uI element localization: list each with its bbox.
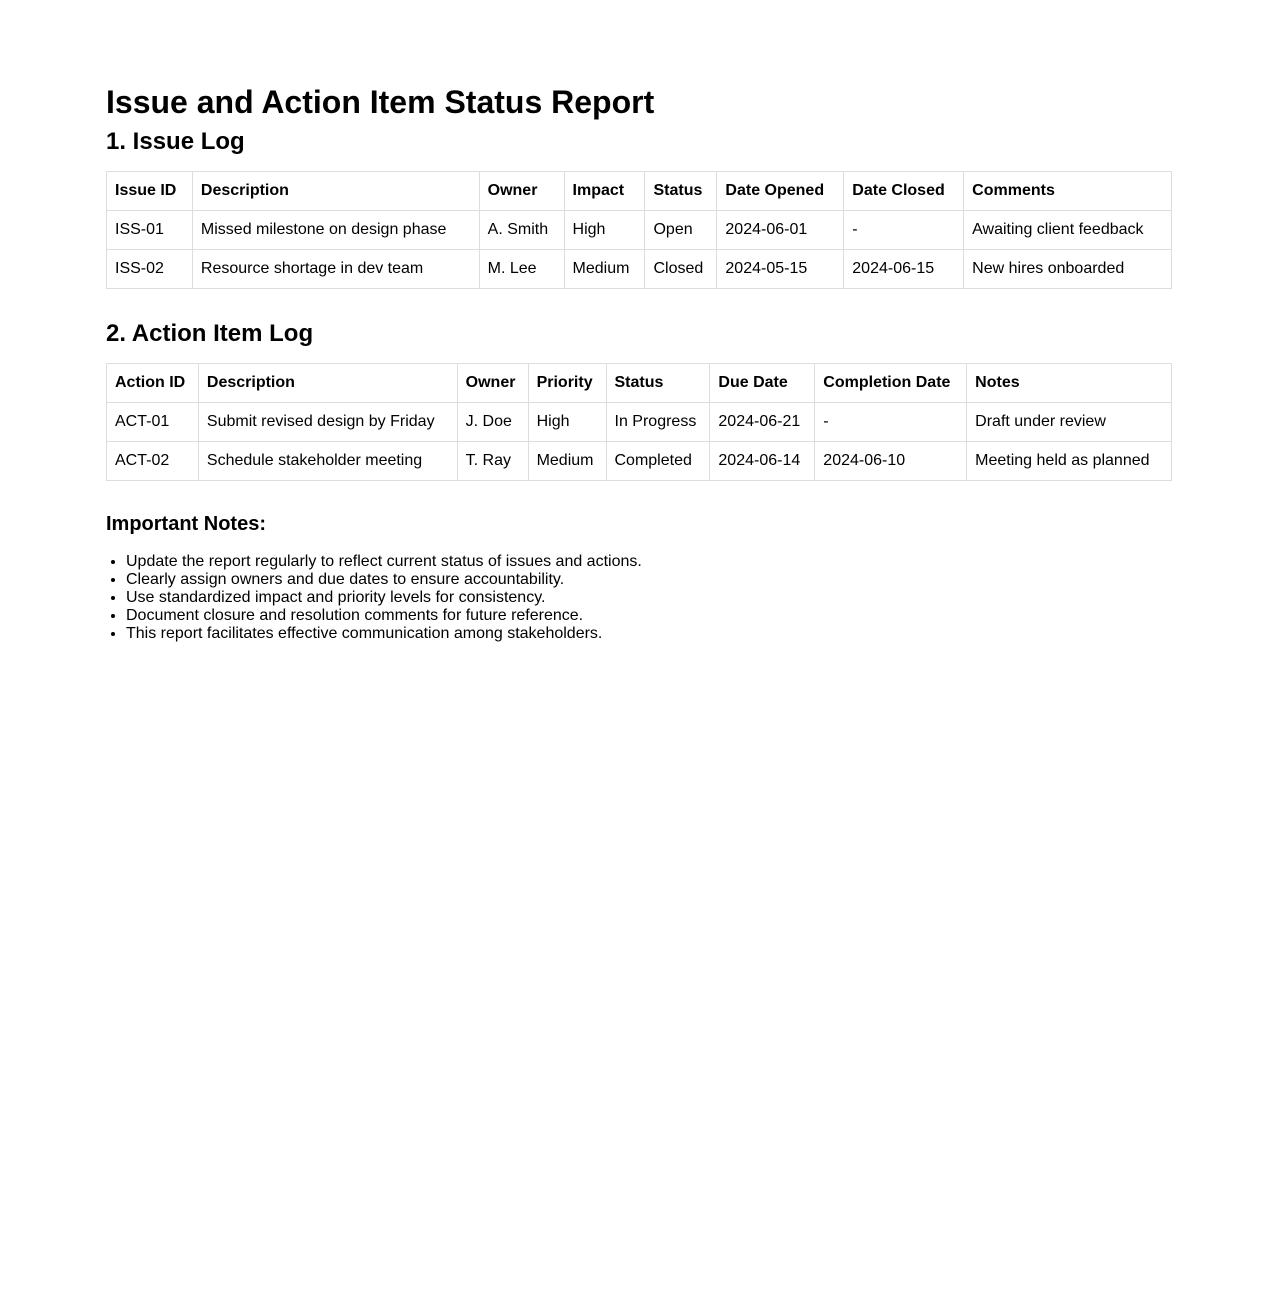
table-cell: ISS-02 (107, 250, 193, 289)
table-cell: Medium (528, 442, 606, 481)
table-cell: A. Smith (479, 211, 564, 250)
table-row (107, 442, 1172, 481)
list-item: • Update the report regularly to reflect current status of issues and actions. (126, 553, 1172, 571)
column-header: Priority (528, 364, 606, 403)
table-cell: Missed milestone on design phase (192, 211, 479, 250)
table-cell: - (844, 211, 964, 250)
table-cell: 2024-06-10 (815, 442, 967, 481)
list-item: • Document closure and resolution comments for future reference. (126, 607, 1172, 625)
column-header: Issue ID (107, 172, 193, 211)
table-cell: 2024-06-01 (717, 211, 844, 250)
table-cell: High (528, 403, 606, 442)
action-log-heading: 2. Action Item Log (106, 320, 314, 347)
table-cell: ISS-01 (107, 211, 193, 250)
table-cell: New hires onboarded (964, 250, 1172, 289)
table-cell: ACT-02 (107, 442, 199, 481)
action-log-table (106, 363, 1172, 481)
column-header: Completion Date (815, 364, 967, 403)
list-item: • Use standardized impact and priority levels for consistency. (126, 589, 1172, 607)
issue-log-table (106, 171, 1172, 289)
column-header: Owner (479, 172, 564, 211)
table-cell: Resource shortage in dev team (192, 250, 479, 289)
table-cell: - (815, 403, 967, 442)
column-header: Description (198, 364, 457, 403)
issue-log-heading: 1. Issue Log (106, 128, 245, 155)
table-header-row (107, 172, 1172, 211)
table-cell: Medium (564, 250, 645, 289)
table-cell: 2024-06-15 (844, 250, 964, 289)
column-header: Impact (564, 172, 645, 211)
table-row (107, 403, 1172, 442)
column-header: Status (606, 364, 710, 403)
table-cell: High (564, 211, 645, 250)
table-cell: 2024-06-14 (710, 442, 815, 481)
column-header: Description (192, 172, 479, 211)
table-cell: Submit revised design by Friday (198, 403, 457, 442)
table-cell: Draft under review (967, 403, 1172, 442)
table-cell: J. Doe (457, 403, 528, 442)
table-cell: Completed (606, 442, 710, 481)
table-header-row (107, 364, 1172, 403)
column-header: Action ID (107, 364, 199, 403)
column-header: Owner (457, 364, 528, 403)
table-cell: T. Ray (457, 442, 528, 481)
table-cell: 2024-05-15 (717, 250, 844, 289)
report-page (0, 0, 1278, 643)
table-cell: In Progress (606, 403, 710, 442)
table-cell: Awaiting client feedback (964, 211, 1172, 250)
table-row (107, 250, 1172, 289)
table-cell: 2024-06-21 (710, 403, 815, 442)
notes-heading: Important Notes: (106, 513, 266, 535)
table-cell: Schedule stakeholder meeting (198, 442, 457, 481)
column-header: Due Date (710, 364, 815, 403)
column-header: Date Opened (717, 172, 844, 211)
table-cell: ACT-01 (107, 403, 199, 442)
table-cell: Meeting held as planned (967, 442, 1172, 481)
column-header: Date Closed (844, 172, 964, 211)
column-header: Comments (964, 172, 1172, 211)
column-header: Status (645, 172, 717, 211)
table-cell: Open (645, 211, 717, 250)
list-item: • This report facilitates effective communication among stakeholders. (126, 625, 1172, 643)
table-cell: Closed (645, 250, 717, 289)
list-item: • Clearly assign owners and due dates to ensure accountability. (126, 571, 1172, 589)
notes-list (106, 553, 1172, 643)
table-cell: M. Lee (479, 250, 564, 289)
table-row (107, 211, 1172, 250)
page-title: Issue and Action Item Status Report (106, 84, 655, 120)
column-header: Notes (967, 364, 1172, 403)
